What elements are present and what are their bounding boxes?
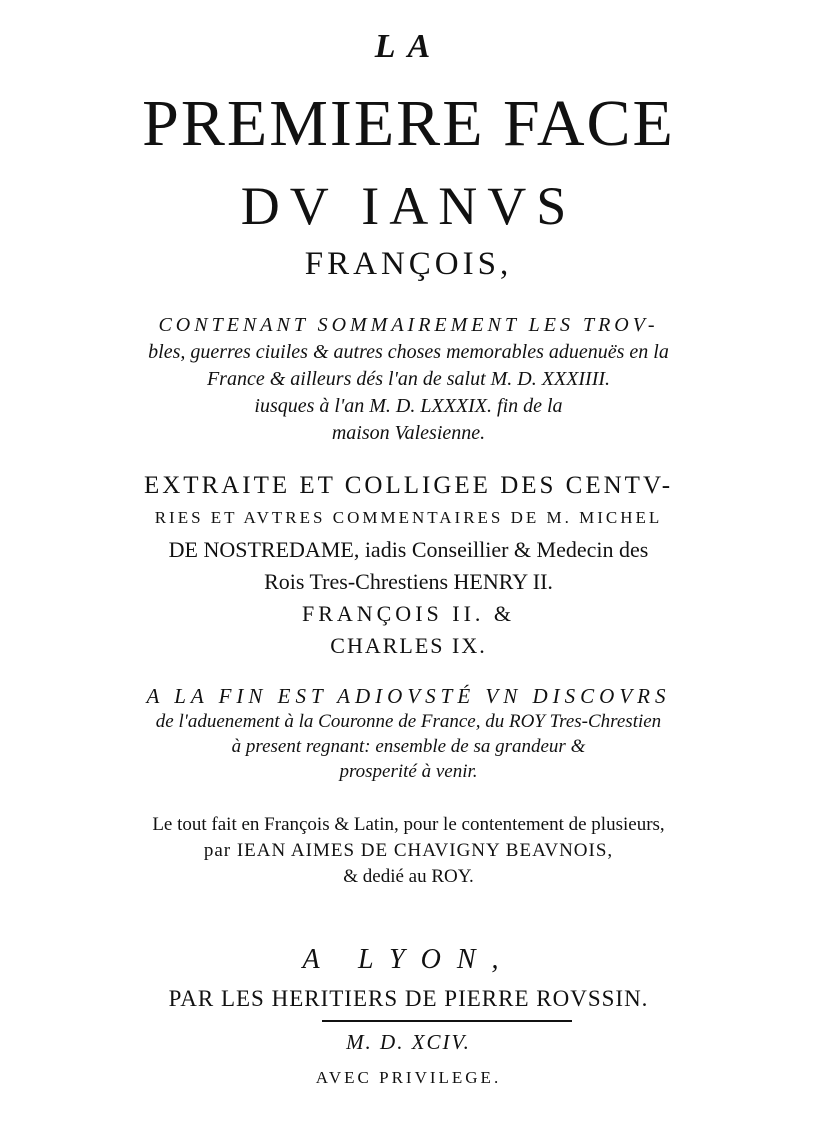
source-line-6: CHARLES IX. — [330, 633, 487, 658]
title-line-premiere-face: PREMIERE FACE — [142, 87, 675, 160]
discourse-description — [0, 684, 817, 784]
title-article: LA — [374, 28, 443, 65]
author-line-1: Le tout fait en François & Latin, pour le contentement de plusieurs, — [152, 814, 665, 835]
contents-line-4: iusques à l'an M. D. LXXXIX. fin de la — [254, 395, 563, 417]
author-line-3: & dedié au ROY. — [343, 866, 474, 887]
contents-line-2: bles, guerres ciuiles & autres choses memorables aduenuës en la — [148, 341, 669, 363]
source-line-4: Rois Tres-Chrestiens HENRY II. — [264, 569, 553, 594]
author-line-2: par IEAN AIMES DE CHAVIGNY BEAVNOIS, — [203, 840, 614, 861]
contents-line-3: France & ailleurs dés l'an de salut M. D. XXXIIII. — [206, 368, 611, 390]
imprint-printer: PAR LES HERITIERS DE PIERRE ROVSSIN. — [168, 986, 649, 1011]
source-line-2: RIES ET AVTRES COMMENTAIRES DE M. MICHEL — [154, 508, 663, 527]
imprint-privilege: AVEC PRIVILEGE. — [315, 1068, 502, 1087]
discourse-line-4: prosperité à venir. — [339, 761, 478, 782]
contents-line-1: CONTENANT SOMMAIREMENT LES TROV- — [158, 314, 659, 336]
title-line-du-ianus: DV IANVS — [240, 176, 577, 236]
source-line-1: EXTRAITE ET COLLIGEE DES CENTV- — [143, 472, 674, 499]
discourse-line-1: A LA FIN EST ADIOVSTÉ VN DISCOVRS — [146, 684, 671, 708]
title-line-francois: FRANÇOIS, — [304, 246, 513, 282]
imprint-year: M. D. XCIV. — [346, 1030, 471, 1054]
imprint-city: A LYON, — [302, 944, 515, 975]
source-description — [0, 470, 817, 662]
imprint-rule — [322, 1020, 572, 1022]
discourse-line-3: à present regnant: ensemble de sa grandeur & — [231, 736, 586, 757]
source-line-3: DE NOSTREDAME, iadis Conseillier & Medecin des — [168, 537, 649, 562]
source-line-5: FRANÇOIS II. & — [301, 601, 516, 626]
contents-line-5: maison Valesienne. — [331, 422, 486, 444]
discourse-line-2: de l'aduenement à la Couronne de France, du ROY Tres-Chrestien — [155, 711, 662, 732]
contents-description — [0, 312, 817, 447]
author-statement — [0, 812, 817, 890]
